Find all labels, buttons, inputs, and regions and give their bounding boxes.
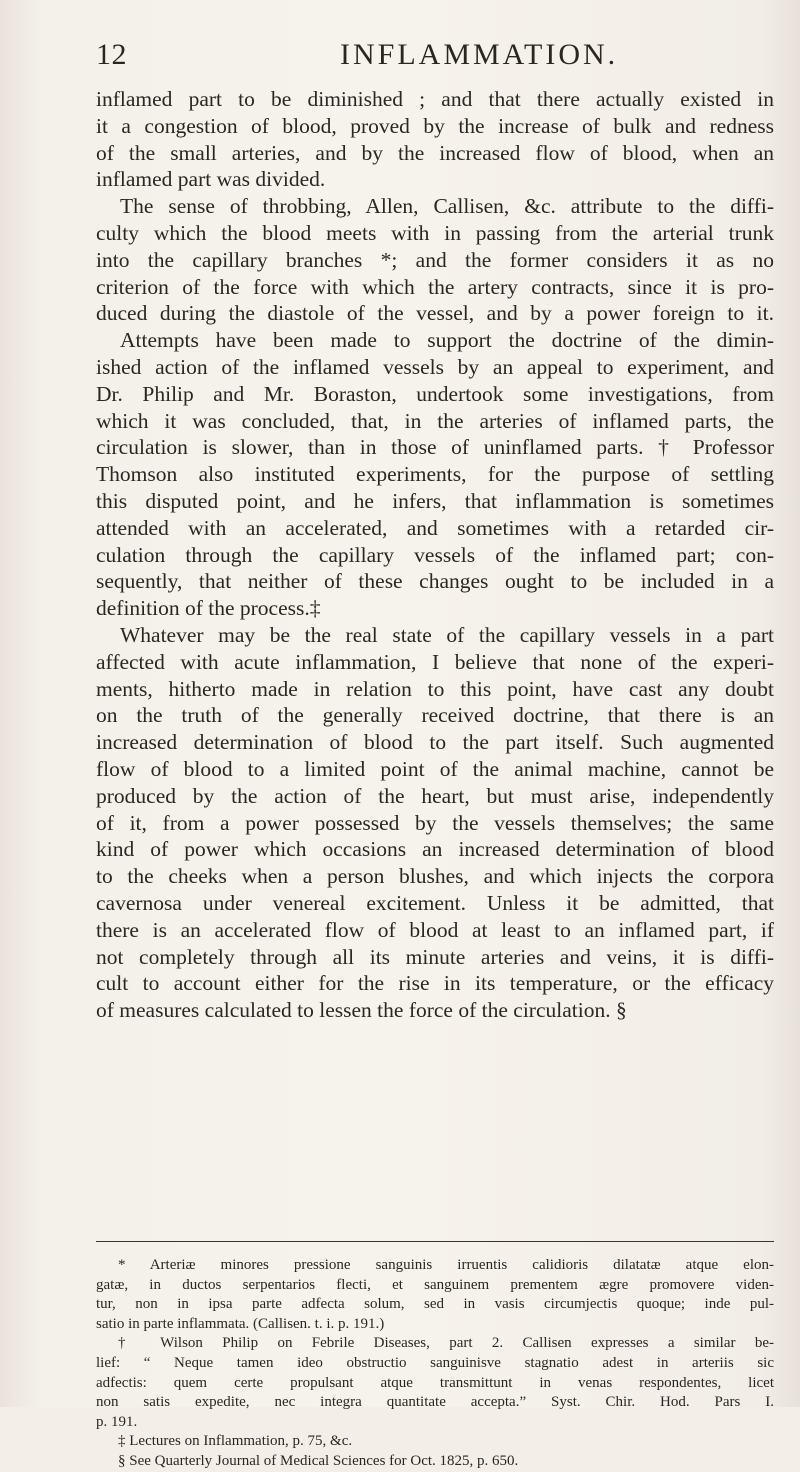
footnote-line: non satis expedite, nec integra quantitate accepta.” Syst. Chir. Hod. Pars I. (96, 1394, 774, 1411)
body-line: attended with an accelerated, and sometimes with a retarded cir- (96, 515, 774, 540)
body-line: of the small arteries, and by the increased flow of blood, when an (96, 140, 774, 165)
body-line: of it, from a power possessed by the vessels themselves; the same (96, 810, 774, 835)
body-line: produced by the action of the heart, but must arise, independently (96, 783, 774, 808)
body-line: culation through the capillary vessels of the inflamed part; con- (96, 542, 774, 567)
body-line: affected with acute inflammation, I believe that none of the experi- (96, 649, 774, 674)
body-text (96, 86, 774, 1024)
footnote-line: adfectis: quem certe propulsant atque transmittunt in venas respondentes, licet (96, 1374, 774, 1391)
body-line: cavernosa under venereal excitement. Unless it be admitted, that (96, 890, 774, 915)
footnote-line: † Wilson Philip on Febrile Diseases, part 2. Callisen expresses a similar be- (118, 1335, 774, 1352)
running-head: INFLAMMATION. (340, 38, 619, 71)
body-line: circulation is slower, than in those of uninflamed parts. † Professor (96, 435, 774, 460)
footnote-line: satio in parte inflammata. (Callisen. t. i. p. 191.) (96, 1315, 385, 1332)
body-line: this disputed point, and he infers, that inflammation is sometimes (96, 488, 774, 513)
footnote-line: tur, non in ipsa parte adfecta solum, sed in vasis circumjectis quoque; inde pul- (96, 1296, 774, 1313)
footnote-line: § See Quarterly Journal of Medical Sciences for Oct. 1825, p. 650. (118, 1452, 519, 1469)
body-line: into the capillary branches *; and the former considers it as no (96, 247, 774, 272)
footnote-line: lief: “ Neque tamen ideo obstructio sanguinisve stagnatio adest in arteriis sic (96, 1354, 774, 1371)
body-line: Attempts have been made to support the doctrine of the dimin- (120, 328, 774, 353)
body-line: The sense of throbbing, Allen, Callisen, &c. attribute to the diffi- (120, 194, 774, 219)
body-line: there is an accelerated flow of blood at least to an inflamed part, if (96, 917, 774, 942)
footnote-line: ‡ Lectures on Inflammation, p. 75, &c. (118, 1433, 353, 1450)
body-line: criterion of the force with which the artery contracts, since it is pro- (96, 274, 774, 299)
body-line: Whatever may be the real state of the capillary vessels in a part (120, 622, 774, 647)
body-line: of measures calculated to lessen the force of the circulation. § (96, 998, 627, 1023)
body-line: sequently, that neither of these changes ought to be included in a (96, 569, 774, 594)
body-line: kind of power which occasions an increased determination of blood (96, 837, 774, 862)
body-line: cult to account either for the rise in its temperature, or the efficacy (96, 971, 774, 996)
body-line: it a congestion of blood, proved by the increase of bulk and redness (96, 113, 774, 138)
page-header (96, 38, 776, 78)
footnotes (96, 1256, 774, 1472)
body-line: Dr. Philip and Mr. Boraston, undertook some investigations, from (96, 381, 774, 406)
body-line: inflamed part was divided. (96, 167, 326, 192)
body-line: definition of the process.‡ (96, 596, 321, 621)
body-line: to the cheeks when a person blushes, and which injects the corpora (96, 864, 774, 889)
body-line: flow of blood to a limited point of the animal machine, cannot be (96, 756, 774, 781)
body-line: which it was concluded, that, in the arteries of inflamed parts, the (96, 408, 774, 433)
body-line: on the truth of the generally received doctrine, that there is an (96, 703, 774, 728)
body-line: inflamed part to be diminished ; and that there actually existed in (96, 87, 774, 111)
body-line: increased determination of blood to the part itself. Such augmented (96, 730, 774, 755)
body-line: ments, hitherto made in relation to this point, have cast any doubt (96, 676, 774, 701)
footnote-divider (96, 1241, 774, 1242)
body-line: ished action of the inflamed vessels by an appeal to experiment, and (96, 354, 774, 379)
body-line: Thomson also instituted experiments, for the purpose of settling (96, 462, 774, 487)
body-line: culty which the blood meets with in passing from the arterial trunk (96, 220, 774, 245)
footnote-line: * Arteriæ minores pressione sanguinis irruentis calidioris dilatatæ atque elon- (118, 1257, 774, 1273)
footnote-line: gatæ, in ductos serpentarios flecti, et sanguinem prementem ægre promovere viden- (96, 1276, 774, 1293)
page-number: 12 (96, 38, 127, 71)
body-line: not completely through all its minute arteries and veins, it is diffi- (96, 944, 774, 969)
body-line: duced during the diastole of the vessel, and by a power foreign to it. (96, 301, 774, 326)
footnote-line: p. 191. (96, 1413, 138, 1430)
